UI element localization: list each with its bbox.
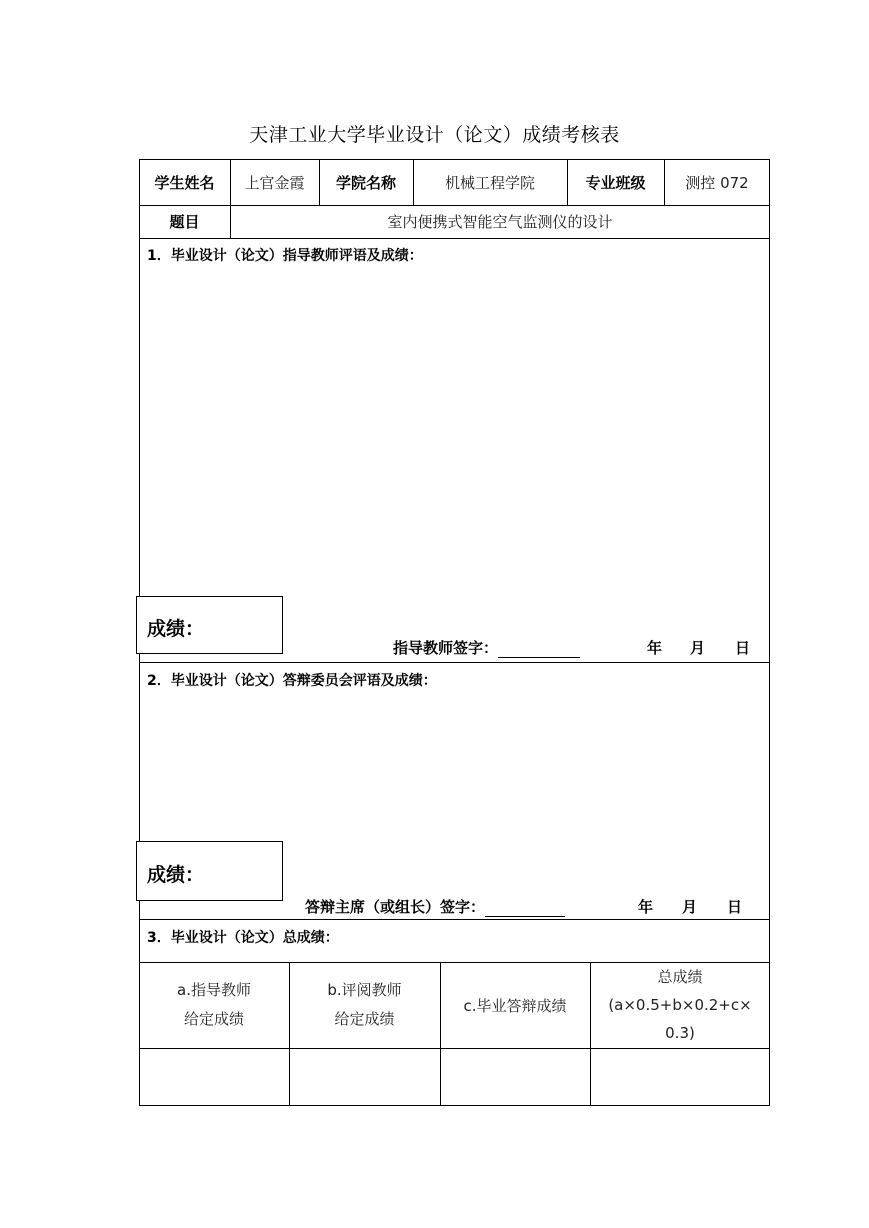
major-value: 测控 072 (685, 173, 749, 192)
grade-b-cell[interactable] (289, 1048, 440, 1106)
section2-month: 月 (682, 898, 698, 916)
topic-value: 室内便携式智能空气监测仪的设计 (387, 213, 613, 231)
section2-grade-label: 成绩： (147, 864, 205, 886)
section2-day: 日 (727, 898, 743, 916)
student-name-label: 学生姓名 (154, 173, 215, 192)
college-value: 机械工程学院 (444, 173, 535, 192)
grade-total-cell[interactable] (590, 1048, 770, 1106)
section2-signature-line[interactable] (485, 902, 565, 917)
major-label: 专业班级 (585, 173, 646, 192)
row-divider (139, 919, 770, 920)
grade-a-cell[interactable] (139, 1048, 289, 1106)
col-a-header-line1: a.指导教师 (177, 981, 251, 999)
page-title: 天津工业大学毕业设计（论文）成绩考核表 (249, 124, 620, 146)
col-total-header (590, 962, 770, 1048)
section1-heading: 1．毕业设计（论文）指导教师评语及成绩： (147, 248, 423, 264)
topic-label: 题目 (169, 213, 200, 231)
section1-year: 年 (647, 639, 663, 657)
col-b-header (289, 962, 440, 1048)
row-divider (139, 662, 770, 663)
section1-day: 日 (735, 639, 751, 657)
section1-signature-line[interactable] (498, 643, 580, 658)
col-a-header-line2: 给定成绩 (183, 1010, 244, 1028)
col-total-header-line3: 0.3) (665, 1024, 695, 1042)
section1-signature-label: 指导教师签字： (393, 639, 499, 657)
col-b-header-line2: 给定成绩 (334, 1010, 395, 1028)
grade-c-cell[interactable] (440, 1048, 590, 1106)
section2-heading: 2．毕业设计（论文）答辩委员会评语及成绩： (147, 673, 437, 689)
col-b-header-line1: b.评阅教师 (327, 981, 402, 999)
col-c-header: c.毕业答辩成绩 (463, 996, 567, 1015)
student-name-value: 上官金霞 (244, 173, 305, 192)
section3-heading: 3．毕业设计（论文）总成绩： (147, 930, 339, 946)
section1-grade-box[interactable] (136, 596, 283, 654)
section1-grade-label: 成绩： (147, 618, 205, 640)
section2-grade-box[interactable] (136, 841, 283, 901)
college-label: 学院名称 (335, 173, 396, 192)
section1-signature (393, 637, 580, 658)
col-total-header-line1: 总成绩 (657, 968, 703, 986)
col-a-header (139, 962, 289, 1048)
row-divider (139, 238, 770, 239)
section2-signature-label: 答辩主席（或组长）签字： (305, 898, 486, 916)
col-total-header-line2: (a×0.5+b×0.2+c× (608, 996, 752, 1014)
section2-signature (305, 896, 565, 917)
section1-month: 月 (690, 639, 706, 657)
section2-year: 年 (638, 898, 654, 916)
